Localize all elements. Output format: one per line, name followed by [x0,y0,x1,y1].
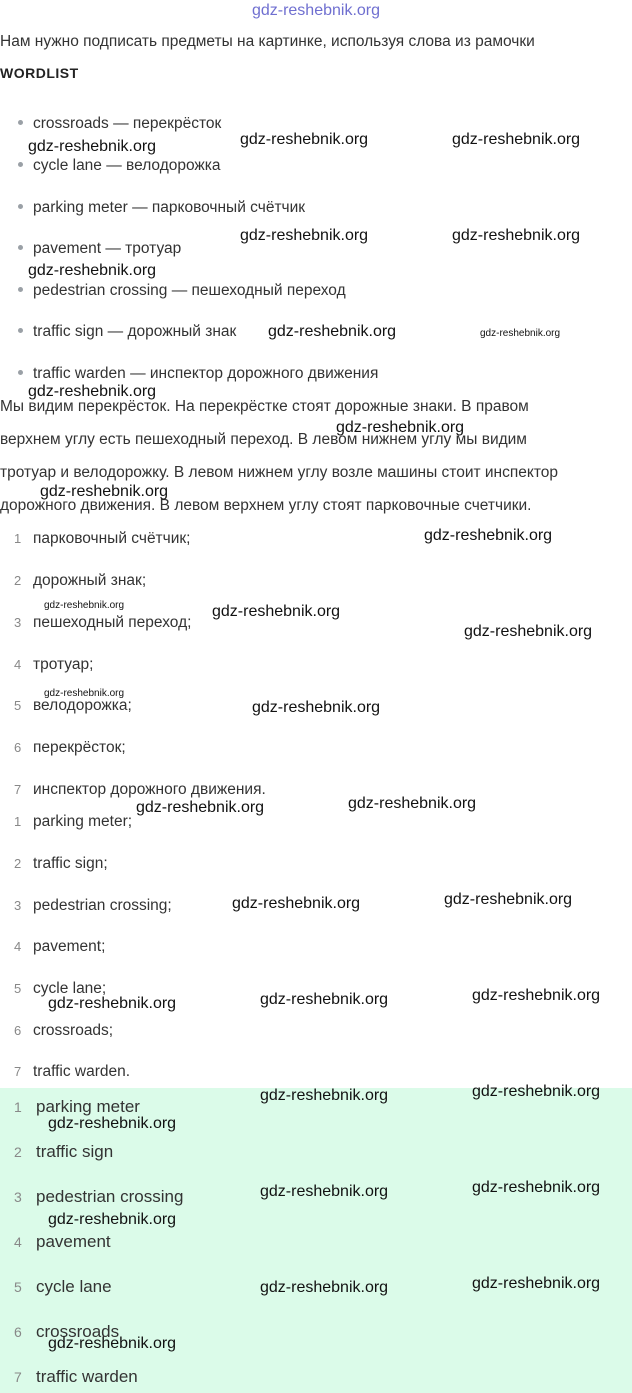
watermark: gdz-reshebnik.org [48,1115,177,1132]
item-text: traffic warden [36,1367,138,1386]
list-item-text: crossroads — перекрёсток [33,115,222,132]
watermark: gdz-reshebnik.org [44,688,125,699]
item-text: перекрёсток; [33,739,126,756]
item-text: pavement [36,1232,111,1251]
list-item [14,572,146,590]
item-number: 3 [14,615,22,630]
paragraph-line: Мы видим перекрёсток. На перекрёстке стоят дорожные знаки. В правом [0,398,529,415]
list-item [18,365,378,383]
item-text: cycle lane; [33,980,107,997]
watermark: gdz-reshebnik.org [48,1211,177,1228]
item-number: 1 [14,531,22,546]
item-text: cycle lane [36,1277,112,1296]
list-item [14,855,108,873]
item-number: 4 [14,939,22,954]
watermark: gdz-reshebnik.org [348,795,477,812]
watermark: gdz-reshebnik.org [472,987,601,1004]
list-item [14,781,266,799]
item-number: 5 [14,698,22,713]
list-item [14,656,93,674]
watermark: gdz-reshebnik.org [44,600,125,611]
item-text: велодорожка; [33,697,132,714]
item-number: 1 [14,1099,22,1115]
list-item [14,1063,130,1081]
watermark: gdz-reshebnik.org [232,895,361,912]
list-item-text: cycle lane — велодорожка [33,157,221,174]
bullet-icon [18,162,23,167]
watermark: gdz-reshebnik.org [252,699,381,716]
list-item-text: traffic sign — дорожный знак [33,323,237,340]
item-text: инспектор дорожного движения. [33,781,266,798]
watermark: gdz-reshebnik.org [464,623,593,640]
item-text: пешеходный переход; [33,614,192,631]
watermark: gdz-reshebnik.org [472,1179,601,1196]
watermark: gdz-reshebnik.org [260,991,389,1008]
item-text: тротуар; [33,656,94,673]
watermark: gdz-reshebnik.org [240,131,369,148]
list-item [14,1142,113,1162]
watermark: gdz-reshebnik.org [28,262,157,279]
watermark: gdz-reshebnik.org [452,227,581,244]
watermark: gdz-reshebnik.org [240,227,369,244]
list-item [18,157,221,175]
list-item [14,1367,138,1387]
top-watermark: gdz-reshebnik.org [251,2,381,19]
item-number: 1 [14,814,22,829]
item-number: 6 [14,1324,22,1340]
watermark: gdz-reshebnik.org [268,323,397,340]
watermark: gdz-reshebnik.org [444,891,573,908]
intro-text: Нам нужно подписать предметы на картинке, используя слова из рамочки [0,33,535,50]
item-text: crossroads; [33,1022,114,1039]
item-number: 5 [14,981,22,996]
list-item [14,1277,112,1297]
item-text: traffic sign [36,1142,114,1161]
item-text: traffic warden. [33,1063,131,1080]
item-number: 4 [14,1234,22,1250]
paragraph-line: верхнем углу есть пешеходный переход. В левом нижнем углу мы видим [0,431,527,448]
watermark: gdz-reshebnik.org [480,328,561,339]
watermark: gdz-reshebnik.org [28,383,157,400]
item-number: 5 [14,1279,22,1295]
item-number: 7 [14,782,22,797]
item-text: parking meter; [33,813,133,830]
watermark: gdz-reshebnik.org [472,1275,601,1292]
paragraph-line: тротуар и велодорожку. В левом нижнем углу возле машины стоит инспектор [0,464,558,481]
item-number: 4 [14,657,22,672]
item-number: 6 [14,740,22,755]
item-text: parking meter [36,1097,140,1116]
watermark: gdz-reshebnik.org [48,995,177,1012]
bullet-icon [18,328,23,333]
list-item [14,530,190,548]
item-number: 3 [14,1189,22,1205]
bullet-icon [18,287,23,292]
item-text: дорожный знак; [33,572,147,589]
item-text: pavement; [33,938,106,955]
item-number: 7 [14,1064,22,1079]
item-number: 2 [14,573,22,588]
watermark: gdz-reshebnik.org [472,1083,601,1100]
watermark: gdz-reshebnik.org [424,527,553,544]
list-item-text: traffic warden — инспектор дорожного движения [33,365,379,382]
item-text: pedestrian crossing [36,1187,184,1206]
list-item-text: parking meter — парковочный счётчик [33,199,306,216]
item-text: парковочный счётчик; [33,530,191,547]
list-item [18,115,221,133]
watermark: gdz-reshebnik.org [260,1183,389,1200]
list-item [18,199,305,217]
list-item-text: pedestrian crossing — пешеходный переход [33,282,346,299]
watermark: gdz-reshebnik.org [48,1335,177,1352]
item-text: traffic sign; [33,855,108,872]
watermark: gdz-reshebnik.org [136,799,265,816]
bullet-icon [18,245,23,250]
list-item [14,697,132,715]
watermark: gdz-reshebnik.org [212,603,341,620]
item-number: 3 [14,898,22,913]
list-item-text: pavement — тротуар [33,240,182,257]
item-text: crossroads [36,1322,120,1341]
item-number: 6 [14,1023,22,1038]
list-item [18,323,236,341]
bullet-icon [18,370,23,375]
bullet-icon [18,204,23,209]
item-number: 2 [14,856,22,871]
watermark: gdz-reshebnik.org [40,483,169,500]
wordlist-heading: WORDLIST [0,65,79,81]
list-item [14,614,191,632]
watermark: gdz-reshebnik.org [260,1087,389,1104]
paragraph-line: дорожного движения. В левом верхнем углу стоят парковочные счетчики. [0,497,532,514]
list-item [14,897,172,915]
watermark: gdz-reshebnik.org [452,131,581,148]
list-item [18,282,346,300]
list-item [18,240,181,258]
list-item [14,1187,183,1207]
bullet-icon [18,120,23,125]
list-item [14,1022,113,1040]
watermark: gdz-reshebnik.org [28,138,157,155]
list-item [14,1232,111,1252]
item-number: 7 [14,1369,22,1385]
watermark: gdz-reshebnik.org [336,419,465,436]
list-item [14,1097,140,1117]
item-number: 2 [14,1144,22,1160]
list-item [14,813,132,831]
list-item [14,938,105,956]
list-item [14,739,126,757]
watermark: gdz-reshebnik.org [260,1279,389,1296]
item-text: pedestrian crossing; [33,897,172,914]
